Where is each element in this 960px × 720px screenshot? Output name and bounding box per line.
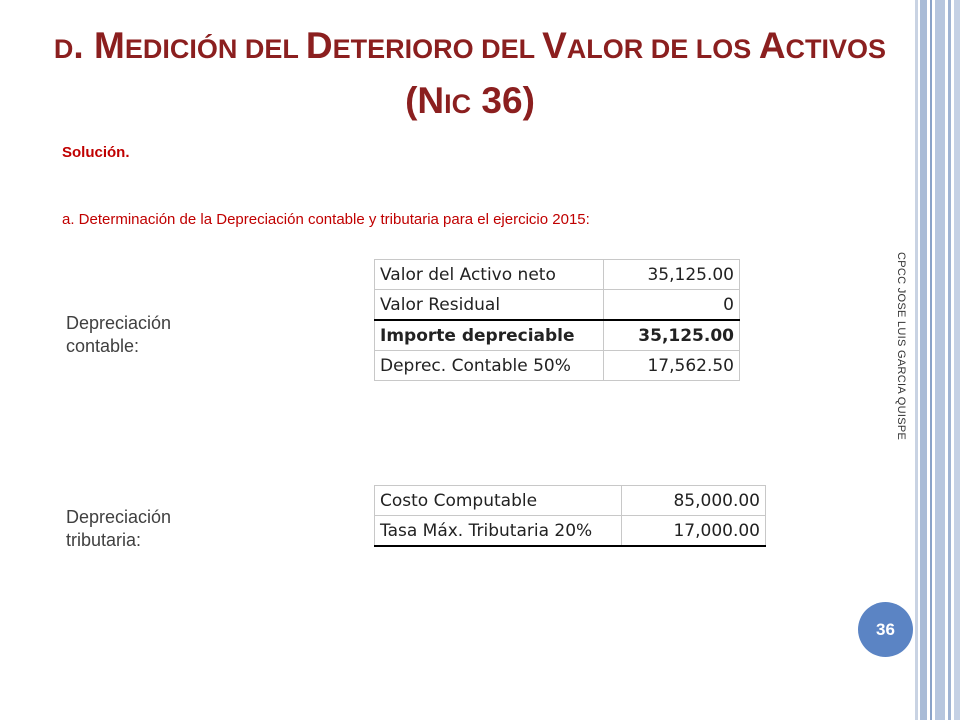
title-line-2	[30, 75, 910, 130]
row-value: 17,000.00	[622, 516, 766, 547]
decorative-side-stripes	[915, 0, 960, 720]
row-value: 35,125.00	[604, 260, 740, 290]
title-segment: (N	[405, 80, 445, 121]
table-row	[375, 290, 740, 321]
row-label: Deprec. Contable 50%	[375, 351, 604, 381]
row-value: 85,000.00	[622, 486, 766, 516]
table-row	[375, 486, 766, 516]
title-segment: . M	[73, 25, 125, 66]
depreciacion-tributaria-table	[374, 485, 766, 547]
row-label: Tasa Máx. Tributaria 20%	[375, 516, 622, 547]
row-label: Importe depreciable	[375, 320, 604, 351]
row-value: 35,125.00	[604, 320, 740, 351]
row-label: Costo Computable	[375, 486, 622, 516]
title-segment: D	[53, 34, 74, 64]
page-number-badge: 36	[858, 602, 913, 657]
solution-label: Solución.	[62, 144, 130, 161]
tributaria-label: Depreciación tributaria:	[66, 507, 172, 550]
title-segment: ALOR DE LOS	[566, 34, 759, 64]
table-row	[375, 320, 740, 351]
title-segment: IC	[444, 89, 472, 119]
depreciacion-contable-table	[374, 259, 740, 381]
title-segment: ETERIORO DEL	[332, 34, 543, 64]
table-row	[375, 516, 766, 547]
title-segment: A	[758, 25, 786, 66]
row-value: 17,562.50	[604, 351, 740, 381]
title-line-1	[30, 20, 910, 75]
determination-paragraph: a. Determinación de la Depreciación contable y tributaria para el ejercicio 2015:	[62, 211, 590, 228]
row-label: Valor Residual	[375, 290, 604, 321]
row-label: Valor del Activo neto	[375, 260, 604, 290]
row-value: 0	[604, 290, 740, 321]
table-row	[375, 351, 740, 381]
author-vertical-text: CPCC JOSE LUIS GARCIA QUISPE	[895, 252, 907, 441]
title-segment: V	[542, 25, 567, 66]
title-segment: D	[305, 25, 333, 66]
slide-title	[30, 20, 910, 130]
title-segment: EDICIÓN DEL	[124, 34, 306, 64]
title-segment: 36)	[471, 80, 535, 121]
title-segment: CTIVOS	[785, 34, 887, 64]
table-row	[375, 260, 740, 290]
contable-label: Depreciación contable:	[66, 313, 172, 356]
